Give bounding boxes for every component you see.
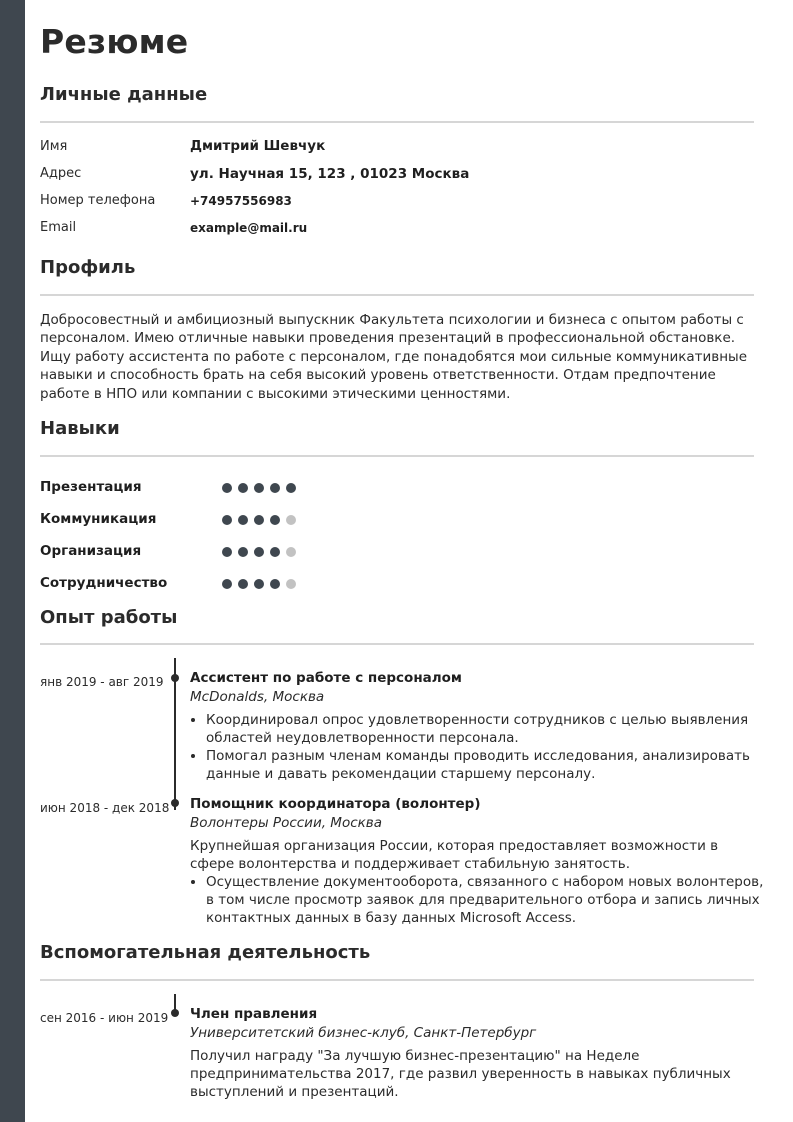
section-title-profile: Профиль — [40, 257, 136, 278]
job-title: Помощник координатора (волонтер) — [190, 796, 481, 812]
timeline-node — [171, 674, 179, 682]
rating-dot-filled — [222, 483, 232, 493]
job-employer: McDonalds, Москва — [190, 689, 325, 705]
timeline-node — [171, 1009, 179, 1017]
rating-dot-empty — [286, 515, 296, 525]
activity-title: Член правления — [190, 1006, 318, 1022]
job-bullet-list — [190, 873, 766, 927]
skill-name: Презентация — [40, 479, 142, 495]
job-dates: янв 2019 - авг 2019 — [40, 675, 164, 689]
skill-name: Сотрудничество — [40, 575, 168, 591]
section-title-experience: Опыт работы — [40, 607, 178, 628]
rating-dot-filled — [238, 579, 248, 589]
rating-dot-filled — [270, 515, 280, 525]
rating-dot-filled — [222, 579, 232, 589]
rating-dot-filled — [238, 483, 248, 493]
skill-rating — [222, 515, 296, 525]
rating-dot-empty — [286, 579, 296, 589]
section-divider — [40, 979, 754, 981]
field-label-address: Адрес — [40, 166, 82, 181]
job-employer: Волонтеры России, Москва — [190, 815, 383, 831]
skill-name: Организация — [40, 543, 142, 559]
profile-text: Добросовестный и амбициозный выпускник Факультета психологии и бизнеса с опытом работы с персоналом. Имею отличные навыки проведения презентаций в профессиональной обстановке. Ищу работу ассистента по работе с персоналом, где понадобятся мои сильные коммуникативные навыки и способность брать на себя высокий уровень ответственности. Отдам предпочтение работе в НПО или компании с высокими этическими ценностями. — [40, 312, 748, 402]
field-label-name: Имя — [40, 139, 68, 154]
rating-dot-filled — [270, 483, 280, 493]
section-title-skills: Навыки — [40, 418, 120, 439]
job-title: Ассистент по работе с персоналом — [190, 670, 462, 686]
activity-organization: Университетский бизнес-клуб, Санкт-Петербург — [190, 1025, 537, 1041]
skill-rating — [222, 547, 296, 557]
section-title-personal: Личные данные — [40, 84, 208, 105]
field-value-name: Дмитрий Шевчук — [190, 138, 326, 154]
section-divider — [40, 294, 754, 296]
rating-dot-filled — [286, 483, 296, 493]
activity-dates: сен 2016 - июн 2019 — [40, 1011, 169, 1025]
section-divider — [40, 643, 754, 645]
activity-description: Получил награду "За лучшую бизнес-презентацию" на Неделе предпринимательства 2017, где развил уверенность в навыках публичных выступлений и презентаций. — [190, 1048, 731, 1100]
rating-dot-filled — [254, 547, 264, 557]
field-label-email: Email — [40, 220, 77, 235]
section-title-activities: Вспомогательная деятельность — [40, 942, 371, 963]
job-bullet: • Осуществление документооборота, связанного с набором новых волонтеров, в том числе просмотр заявок для предварительного отбора и запись личных контактных данных в базу данных Microsoft Access. — [206, 873, 766, 927]
job-bullet-list — [190, 711, 766, 783]
field-value-phone: +74957556983 — [190, 194, 292, 208]
rating-dot-filled — [222, 515, 232, 525]
rating-dot-filled — [254, 483, 264, 493]
field-value-email: example@mail.ru — [190, 221, 308, 235]
job-bullet: • Координировал опрос удовлетворенности сотрудников с целью выявления областей неудовлетворенности персонала. — [206, 711, 766, 747]
skill-rating — [222, 579, 296, 589]
job-bullet: • Помогал разным членам команды проводить исследования, анализировать данные и давать рекомендации старшему персоналу. — [206, 747, 766, 783]
document-title: Резюме — [40, 22, 189, 61]
section-divider — [40, 121, 754, 123]
job-dates: июн 2018 - дек 2018 — [40, 801, 170, 815]
rating-dot-filled — [254, 579, 264, 589]
rating-dot-empty — [286, 547, 296, 557]
skill-name: Коммуникация — [40, 511, 157, 527]
rating-dot-filled — [270, 547, 280, 557]
field-label-phone: Номер телефона — [40, 193, 156, 208]
field-value-address: ул. Научная 15, 123 , 01023 Москва — [190, 166, 470, 182]
rating-dot-filled — [254, 515, 264, 525]
left-color-band — [0, 0, 25, 1122]
rating-dot-filled — [222, 547, 232, 557]
rating-dot-filled — [270, 579, 280, 589]
job-description: Крупнейшая организация России, которая предоставляет возможности в сфере волонтерства и поддерживает стабильную занятость. — [190, 838, 719, 872]
rating-dot-filled — [238, 515, 248, 525]
timeline-node — [171, 799, 179, 807]
rating-dot-filled — [238, 547, 248, 557]
skill-rating — [222, 483, 296, 493]
section-divider — [40, 455, 754, 457]
